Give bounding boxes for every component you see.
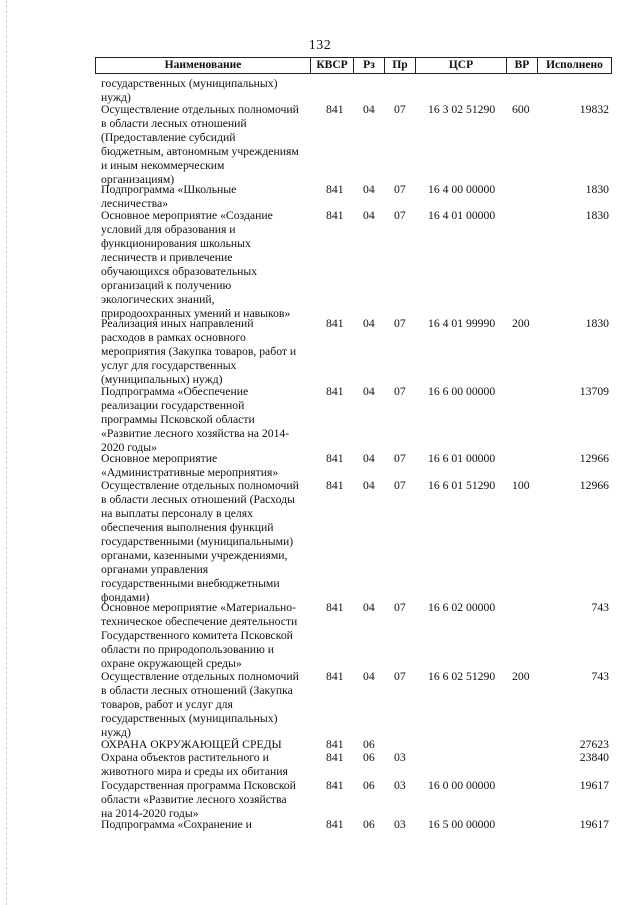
row-name: Основное мероприятие «Создание условий для образования и функционирования школьных лесничеств и привлечение обучающихся образовательных организаций к получению экологических знаний, природоохранных умений и навыков»	[101, 209, 291, 320]
row-rz: 04	[363, 601, 375, 614]
row-pr: 07	[394, 317, 406, 330]
row-done: 23840	[579, 751, 609, 764]
row-name: Подпрограмма «Школьные лесничества»	[101, 183, 237, 210]
row-pr: 07	[394, 385, 406, 398]
row-csr: 16 6 01 00000	[428, 452, 496, 465]
row-kvsr: 841	[326, 183, 344, 196]
row-pr: 07	[394, 183, 406, 196]
row-rz: 04	[363, 209, 375, 222]
row-pr: 07	[394, 452, 406, 465]
row-rz: 04	[363, 103, 375, 116]
row-done: 1830	[585, 317, 609, 330]
row-done: 12966	[579, 452, 609, 465]
row-rz: 04	[363, 183, 375, 196]
row-pr: 07	[394, 670, 406, 683]
row-rz: 06	[363, 751, 375, 764]
row-vr: 600	[512, 103, 530, 116]
row-name: Осуществление отдельных полномочий в области лесных отношений (Расходы на выплаты персоналу в целях обеспечения выполнения функций государственными (муниципальными) органами, казенными учреждениями, органами управления государственными внебюджетными фондами)	[101, 479, 299, 604]
header-vr: ВР	[506, 57, 538, 74]
row-done: 13709	[579, 385, 609, 398]
header-rule	[95, 73, 612, 74]
row-vr: 200	[512, 317, 530, 330]
row-pr: 07	[394, 209, 406, 222]
row-vr: 200	[512, 670, 530, 683]
header-kvsr: КВСР	[310, 57, 354, 74]
row-name: государственных (муниципальных) нужд)	[101, 77, 278, 104]
row-csr: 16 6 02 51290	[428, 670, 496, 683]
row-name: Государственная программа Псковской области «Развитие лесного хозяйства на 2014-2020 годы»	[101, 779, 296, 820]
row-kvsr: 841	[326, 601, 344, 614]
row-rz: 04	[363, 317, 375, 330]
row-csr: 16 4 01 00000	[428, 209, 496, 222]
row-csr: 16 4 00 00000	[428, 183, 496, 196]
header-rz: Рз	[353, 57, 385, 74]
row-kvsr: 841	[326, 818, 344, 831]
row-done: 19617	[579, 818, 609, 831]
row-csr: 16 6 02 00000	[428, 601, 496, 614]
header-csr: ЦСР	[415, 57, 507, 74]
row-name: Подпрограмма «Сохранение и	[101, 818, 252, 831]
row-kvsr: 841	[326, 779, 344, 792]
row-rz: 04	[363, 670, 375, 683]
row-kvsr: 841	[326, 103, 344, 116]
row-done: 19832	[579, 103, 609, 116]
row-rz: 04	[363, 385, 375, 398]
row-kvsr: 841	[326, 317, 344, 330]
row-done: 12966	[579, 479, 609, 492]
row-done: 27623	[579, 738, 609, 751]
row-kvsr: 841	[326, 385, 344, 398]
row-csr: 16 6 00 00000	[428, 385, 496, 398]
row-pr: 07	[394, 479, 406, 492]
row-rz: 06	[363, 779, 375, 792]
row-rz: 06	[363, 738, 375, 751]
row-name: Осуществление отдельных полномочий в области лесных отношений (Предоставление субсидий бюджетным, автономным учреждениям и иным некоммерческим организациям)	[101, 103, 299, 186]
row-name: Осуществление отдельных полномочий в области лесных отношений (Закупка товаров, работ и услуг для государственных (муниципальных) нужд)	[101, 670, 299, 739]
row-name: Основное мероприятие «Материально- техническое обеспечение деятельности Государственного комитета Псковской области по природопользованию и охране окружающей среды»	[101, 601, 298, 670]
row-rz: 06	[363, 818, 375, 831]
row-pr: 03	[394, 779, 406, 792]
row-name: Основное мероприятие «Административные мероприятия»	[101, 452, 279, 479]
page-number: 132	[308, 38, 332, 53]
row-done: 1830	[585, 183, 609, 196]
header-done: Исполнено	[537, 57, 612, 74]
row-kvsr: 841	[326, 738, 344, 751]
row-done: 1830	[585, 209, 609, 222]
row-name: Охрана объектов растительного и животного мира и среды их обитания	[101, 751, 288, 778]
row-csr: 16 5 00 00000	[428, 818, 496, 831]
row-name: Реализация иных направлений расходов в рамках основного мероприятия (Закупка товаров, работ и услуг для государственных (муниципальных) нужд)	[101, 317, 297, 386]
row-csr: 16 3 02 51290	[428, 103, 496, 116]
header-pr: Пр	[384, 57, 416, 74]
row-pr: 03	[394, 751, 406, 764]
row-name: Подпрограмма «Обеспечение реализации государственной программы Псковской области «Развитие лесного хозяйства на 2014- 2020 годы»	[101, 385, 290, 454]
row-kvsr: 841	[326, 209, 344, 222]
row-rz: 04	[363, 452, 375, 465]
row-kvsr: 841	[326, 751, 344, 764]
row-pr: 07	[394, 601, 406, 614]
row-rz: 04	[363, 479, 375, 492]
row-csr: 16 6 01 51290	[428, 479, 496, 492]
header-name: Наименование	[95, 57, 311, 74]
row-kvsr: 841	[326, 670, 344, 683]
row-pr: 03	[394, 818, 406, 831]
row-vr: 100	[512, 479, 530, 492]
row-done: 743	[591, 601, 609, 614]
row-done: 743	[591, 670, 609, 683]
row-kvsr: 841	[326, 452, 344, 465]
row-pr: 07	[394, 103, 406, 116]
row-name: ОХРАНА ОКРУЖАЮЩЕЙ СРЕДЫ	[101, 738, 282, 751]
scan-edge-line	[6, 0, 7, 905]
row-csr: 16 0 00 00000	[428, 779, 496, 792]
row-kvsr: 841	[326, 479, 344, 492]
row-csr: 16 4 01 99990	[428, 317, 496, 330]
row-done: 19617	[579, 779, 609, 792]
